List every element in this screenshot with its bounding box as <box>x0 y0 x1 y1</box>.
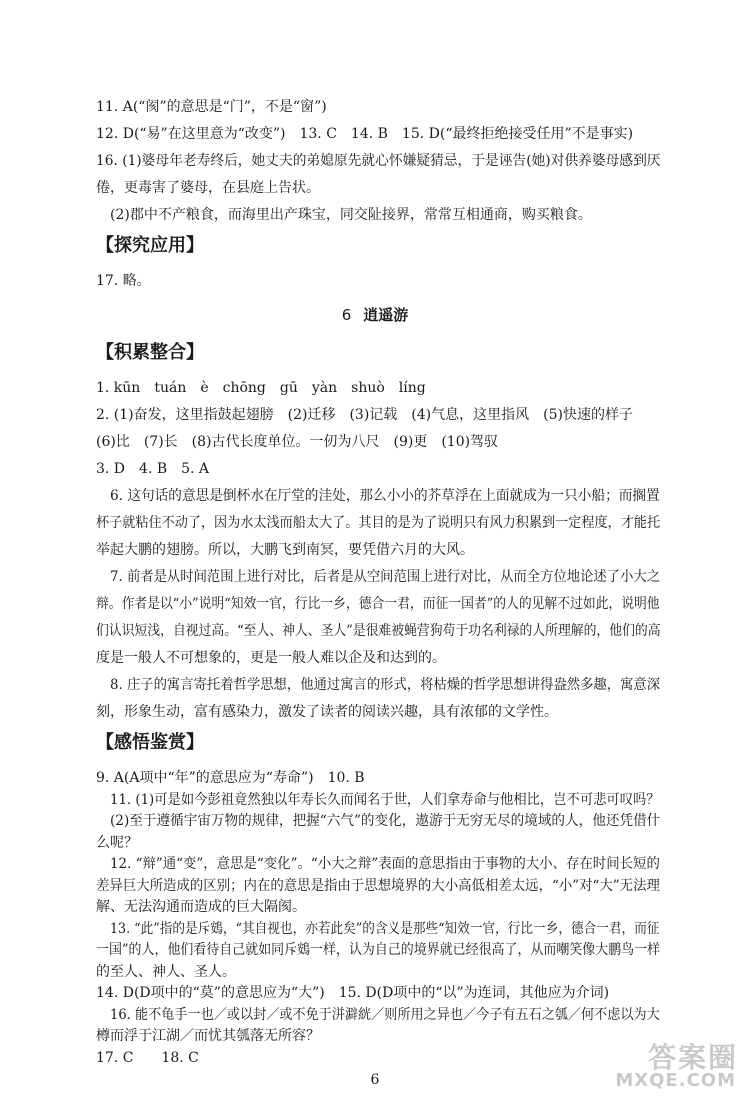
answer-line-11: 11. A(“阂”的意思是“门”，不是“窗”) <box>96 99 327 115</box>
answer-line-6: 6. 这句话的意思是倒杯水在厅堂的洼处，那么小小的芥草浮在上面就成为一只小船；而搁置 <box>110 488 660 504</box>
answer-line-7-cont: 度是一般人不可想象的，更是一般人难以企及和达到的。 <box>96 650 446 666</box>
answer-line-16: 16. 能不龟手一也／或以封／或不免于洴澼絖／则所用之异也／今子有五石之瓠／何不虑以为大 <box>110 1006 660 1023</box>
chapter-number: 6 <box>341 306 352 324</box>
answer-line-9-10: 9. A(A项中“年”的意思应为“寿命”) 10. B <box>96 770 365 786</box>
answer-line-6-cont: 杯子就粘住不动了，因为水太浅而船太大了。其目的是为了说明只有风力积累到一定程度，才能托 <box>96 515 661 531</box>
answer-line-11-cont: 么呢？ <box>96 834 138 851</box>
watermark-logo-text: 答案圈 <box>647 1041 738 1074</box>
answer-line-6-cont: 举起大鹏的翅膀。所以，大鹏飞到南冥，要凭借六月的大风。 <box>96 542 474 558</box>
answer-line-7-cont: 们认识短浅，自视过高。“至人、神人、圣人”是很难被蝇营狗苟于功名利禄的人所理解的，他们的高 <box>96 623 661 639</box>
answer-line-16-part2: (2)郡中不产粮食，而海里出产珠宝，同交阯接界，常常互相通商，购买粮食。 <box>110 207 592 223</box>
answer-line-13-cont: 一国”的人，他们看待自己就如同斥鴳一样，认为自己的境界就已经很高了，从而嘲笑像大鹏鸟一样 <box>96 942 661 958</box>
watermark-logo <box>600 1036 740 1094</box>
page-number: 6 <box>370 1072 380 1088</box>
answer-line-12-15: 12. D(“易”在这里意为“改变”) 13. C 14. B 15. D(“最终拒绝接受任用”不是事实) <box>96 126 634 142</box>
section-heading-accumulate: 【积累整合】 <box>96 342 204 363</box>
answer-line-14-15: 14. D(D项中的“莫”的意思应为“大”) 15. D(D项中的“以”为连词，其他应为介词) <box>96 985 610 1001</box>
answer-line-3-5: 3. D 4. B 5. A <box>96 461 210 477</box>
chapter-title <box>0 304 750 326</box>
watermark-url: MXQE.COM <box>615 1070 736 1091</box>
answer-line-11-part2: (2)至于遵循宇宙万物的规律，把握“六气”的变化，遨游于无穷无尽的境域的人，他还凭借什 <box>110 813 661 829</box>
section-heading-explore: 【探究应用】 <box>96 235 204 256</box>
answer-line-12: 12. “辩”通“变”，意思是“变化”。“小大之辩”表面的意思指由于事物的大小、存在时间长短的 <box>110 856 660 872</box>
answer-line-17-18: 17. C 18. C <box>96 1049 199 1066</box>
answer-line-17: 17. 略。 <box>96 273 151 289</box>
answer-line-16-cont: 樽而浮于江湖／而忧其瓠落无所容？ <box>96 1028 320 1044</box>
answer-line-13-cont: 的至人、神人、圣人。 <box>96 963 236 980</box>
answer-line-16-part1-cont: 倦，更毒害了婆母，在县庭上告状。 <box>96 180 320 196</box>
section-heading-appreciate: 【感悟鉴赏】 <box>96 732 204 753</box>
answer-line-12-cont: 差异巨大所造成的区别；内在的意思是指由于思想境界的大小高低相差太远，“小”对“大”无法理 <box>96 877 660 894</box>
answer-line-7-cont: 辩。作者是以“小”说明“知效一官，行比一乡，德合一君，而征一国者”的人的见解不过如此，说明他 <box>96 596 660 612</box>
answer-line-16-part1: 16. (1)婆母年老寿终后，她丈夫的弟媳原先就心怀嫌疑猜忌，于是诬告(她)对供养婆母感到厌 <box>96 153 661 169</box>
answer-line-8-cont: 刻，形象生动，富有感染力，激发了读者的阅读兴趣，具有浓郁的文学性。 <box>96 704 558 720</box>
answer-line-8: 8. 庄子的寓言寄托着哲学思想，他通过寓言的形式，将枯燥的哲学思想讲得盎然多趣，寓意深 <box>110 677 661 693</box>
answer-line-2-cont: (6)比 (7)长 (8)古代长度单位。一仞为八尺 (9)更 (10)驾驭 <box>96 434 499 450</box>
answer-line-13: 13. “此”指的是斥鴳，“其自视也，亦若此矣”的含义是那些“知效一官，行比一乡，德合一君，而征 <box>110 920 660 937</box>
answer-line-7: 7. 前者是从时间范围上进行对比，后者是从空间范围上进行对比，从而全方位地论述了小大之 <box>110 569 661 585</box>
answer-line-12-cont: 解、无法沟通而造成的巨大隔阂。 <box>96 899 306 915</box>
answer-line-2: 2. (1)奋发，这里指鼓起翅膀 (2)迁移 (3)记载 (4)气息，这里指风 (5)快速的样子 <box>96 407 633 423</box>
answer-line-pinyin: 1. kūn tuán è chōng gū yàn shuò líng <box>96 380 426 396</box>
answer-line-11: 11. (1)可是如今彭祖竟然独以年寿长久而闻名于世，人们拿寿命与他相比，岂不可悲可叹吗？ <box>110 791 660 808</box>
chapter-name: 逍遥游 <box>363 306 409 324</box>
